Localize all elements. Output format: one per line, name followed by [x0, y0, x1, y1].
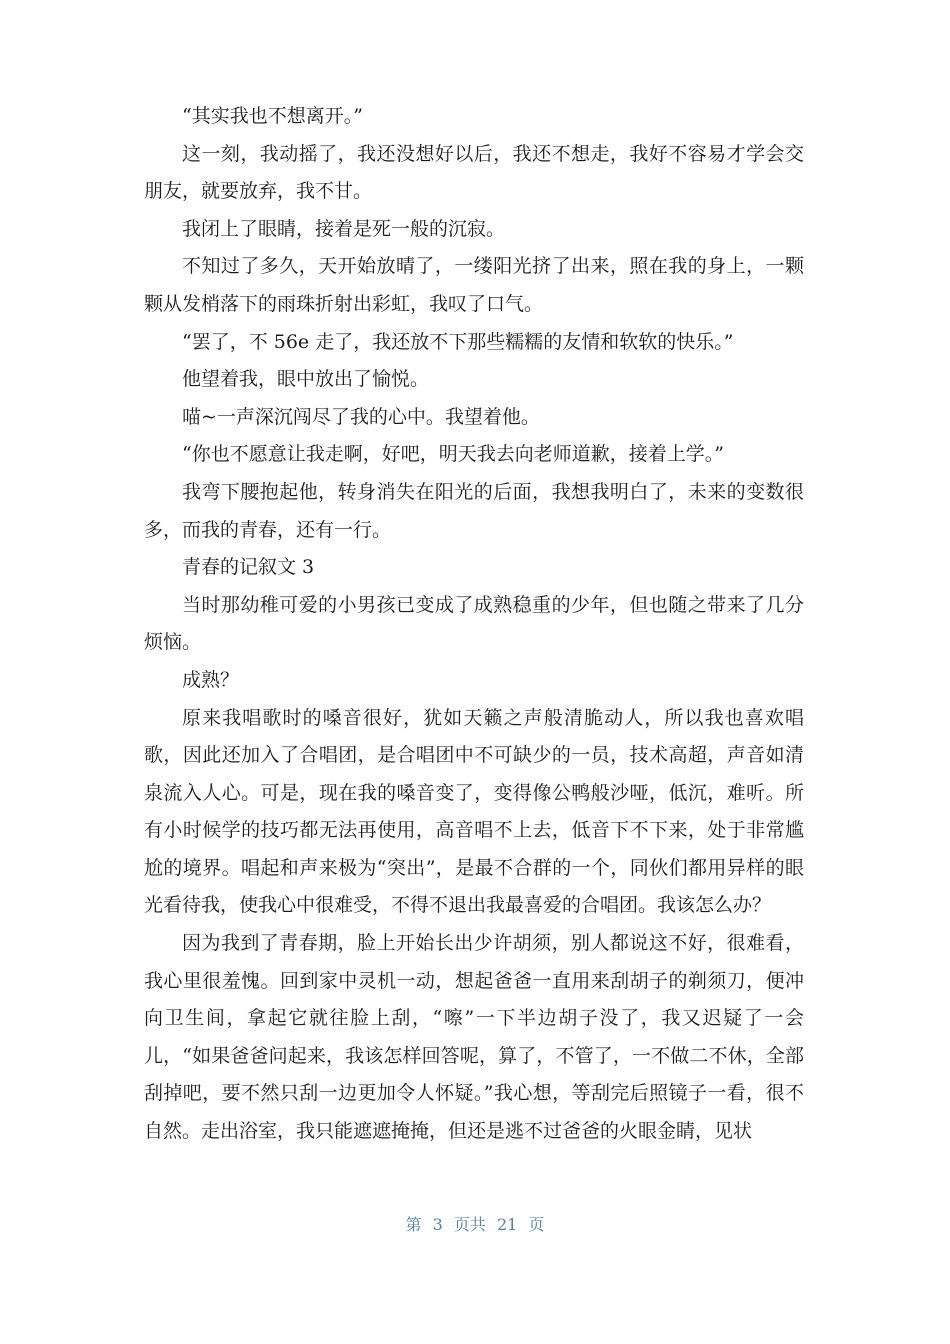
document-body	[144, 98, 804, 1151]
paragraph: “你也不愿意让我走啊，好吧，明天我去向老师道歉，接着上学。”	[182, 443, 724, 466]
paragraph: 因为我到了青春期，脸上开始长出少许胡须，别人都说这不好，很难看，我心里很羞愧。回到家中灵机一动，想起爸爸一直用来刮胡子的剃须刀，便冲向卫生间，拿起它就往脸上刮，“嚓”一下半边胡子没了，我又迟疑了一会儿，“如果爸爸问起来，我该怎样回答呢，算了，不管了，一不做二不休，全部刮掉吧，要不然只刮一边更加令人怀疑。”我心想，等刮完后照镜子一看，很不自然。走出浴室，我只能遮遮掩掩，但还是逃不过爸爸的火眼金睛，见状	[144, 932, 804, 1143]
paragraph: 不知过了多久，天开始放晴了，一缕阳光挤了出来，照在我的身上，一颗颗从发梢落下的雨珠折射出彩虹，我叹了口气。	[144, 255, 804, 315]
paragraph: 这一刻，我动摇了，我还没想好以后，我还不想走，我好不容易才学会交朋友，就要放弃，我不甘。	[144, 142, 804, 203]
paragraph: 他望着我，眼中放出了愉悦。	[182, 368, 430, 391]
paragraph: “其实我也不想离开。”	[182, 105, 363, 127]
paragraph: 喵~一声深沉闯尽了我的心中。我望着他。	[182, 405, 540, 428]
paragraph: “罢了，不 56e 走了，我还放不下那些糯糯的友情和软软的快乐。”	[182, 330, 734, 353]
paragraph: 当时那幼稚可爱的小男孩已变成了成熟稳重的少年，但也随之带来了几分烦恼。	[144, 593, 804, 654]
page-number-footer: 第 3 页共 21 页	[405, 1215, 545, 1234]
paragraph: 原来我唱歌时的嗓音很好，犹如天籁之声般清脆动人，所以我也喜欢唱歌，因此还加入了合唱团，是合唱团中不可缺少的一员，技术高超，声音如清泉流入人心。可是，现在我的嗓音变了，变得像公鸭般沙哑，低沉，难听。所有小时候学的技巧都无法再使用，高音唱不上去，低音下不下来，处于非常尴尬的境界。唱起和声来极为“突出”，是最不合群的一个，同伙们都用异样的眼光看待我，使我心中很难受，不得不退出我最喜爱的合唱团。我该怎么办？	[144, 706, 804, 917]
section-heading: 青春的记叙文 3	[182, 556, 315, 579]
paragraph: 我弯下腰抱起他，转身消失在阳光的后面，我想我明白了，未来的变数很多，而我的青春，还有一行。	[144, 480, 804, 541]
paragraph: 成熟？	[182, 668, 240, 691]
paragraph: 我闭上了眼睛，接着是死一般的沉寂。	[182, 217, 506, 240]
